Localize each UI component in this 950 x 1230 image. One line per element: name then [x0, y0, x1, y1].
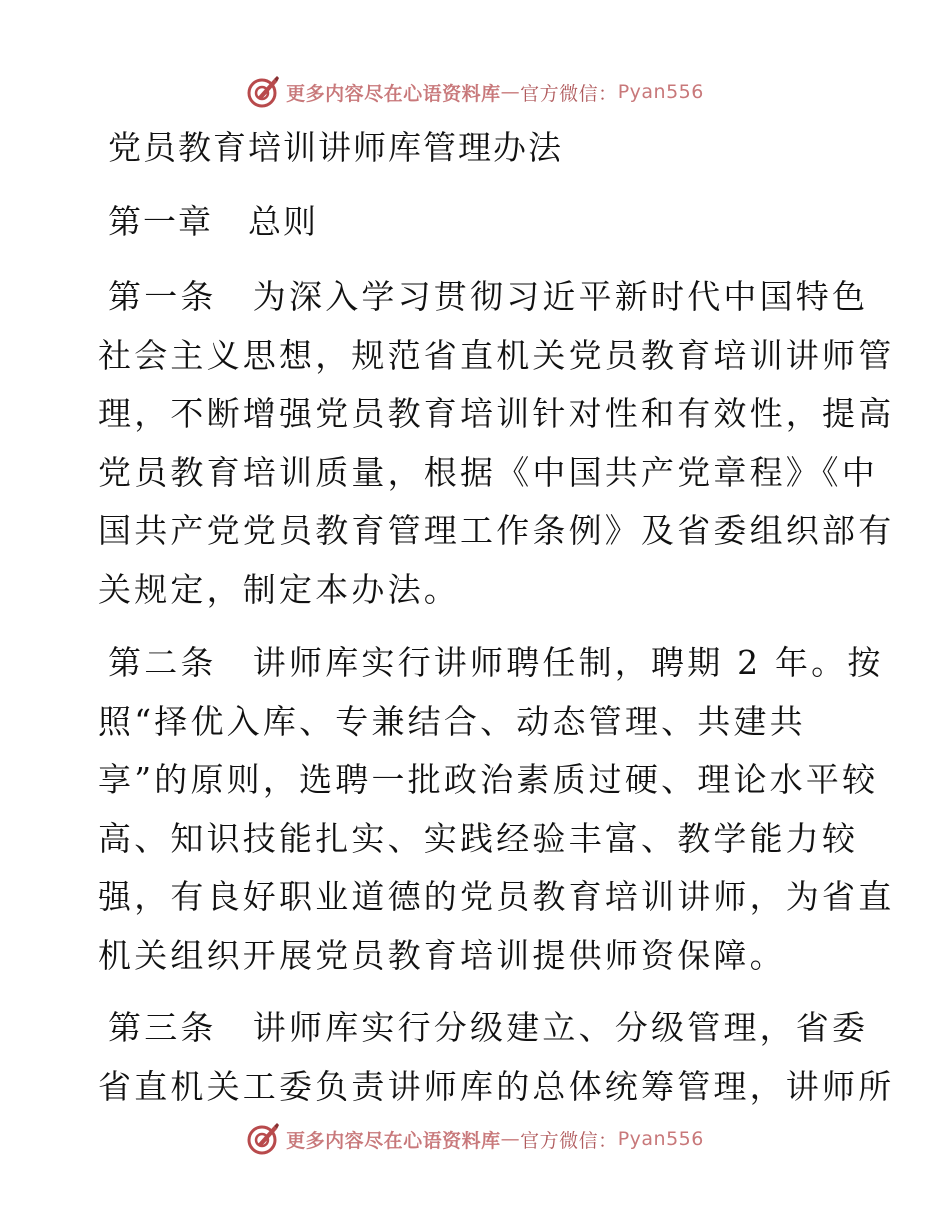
watermark-wechat-label: 官方微信: [520, 1129, 599, 1152]
pen-logo-icon: [246, 1122, 280, 1156]
watermark-main-text: 更多内容尽在心语资料库: [286, 82, 501, 105]
watermark-footer: [0, 1119, 950, 1159]
article-line: 关规定，制定本办法。: [98, 569, 460, 609]
watermark-header: [0, 72, 950, 112]
article-line: 理，不断增强党员教育培训针对性和有效性，提高: [98, 394, 895, 433]
article-2: [98, 634, 895, 985]
article-line: 第二条 讲师库实行讲师聘任制，聘期 2 年。按: [108, 643, 884, 682]
article-line: 第三条 讲师库实行分级建立、分级管理，省委: [108, 1008, 869, 1047]
article-line: 照“择优入库、专兼结合、动态管理、共建共: [98, 701, 806, 741]
article-line: 强，有良好职业道德的党员教育培训讲师，为省直: [98, 877, 895, 916]
article-line: 机关组织开展党员教育培训提供师资保障。: [98, 935, 786, 975]
article-3: [98, 999, 895, 1116]
watermark-separator: —: [500, 1128, 521, 1150]
article-line: 第一条 为深入学习贯彻习近平新时代中国特色: [108, 277, 869, 316]
watermark-wechat-id: Pyan556: [617, 81, 704, 103]
article-line: 党员教育培训质量，根据《中国共产党章程》《中: [98, 452, 878, 492]
document-title: 党员教育培训讲师库管理办法: [108, 128, 563, 167]
watermark-wechat-id: Pyan556: [617, 1128, 704, 1150]
pen-logo-icon: [246, 75, 280, 109]
article-line: 享”的原则，选聘一批政治素质过硬、理论水平较: [98, 760, 879, 799]
article-line: 国共产党党员教育管理工作条例》及省委组织部有: [98, 511, 895, 550]
article-line: 社会主义思想，规范省直机关党员教育培训讲师管: [98, 335, 895, 375]
article-line: 高、知识技能扎实、实践经验丰富、教学能力较: [98, 818, 859, 858]
watermark-separator: —: [500, 81, 521, 103]
article-line: 省直机关工委负责讲师库的总体统筹管理，讲师所: [98, 1066, 895, 1106]
chapter-heading: 第一章 总则: [108, 202, 318, 241]
watermark-colon: ：: [598, 82, 618, 105]
watermark-colon: ：: [598, 1129, 618, 1152]
watermark-main-text: 更多内容尽在心语资料库: [286, 1129, 501, 1152]
watermark-wechat-label: 官方微信: [520, 82, 599, 105]
article-1: [98, 268, 895, 619]
